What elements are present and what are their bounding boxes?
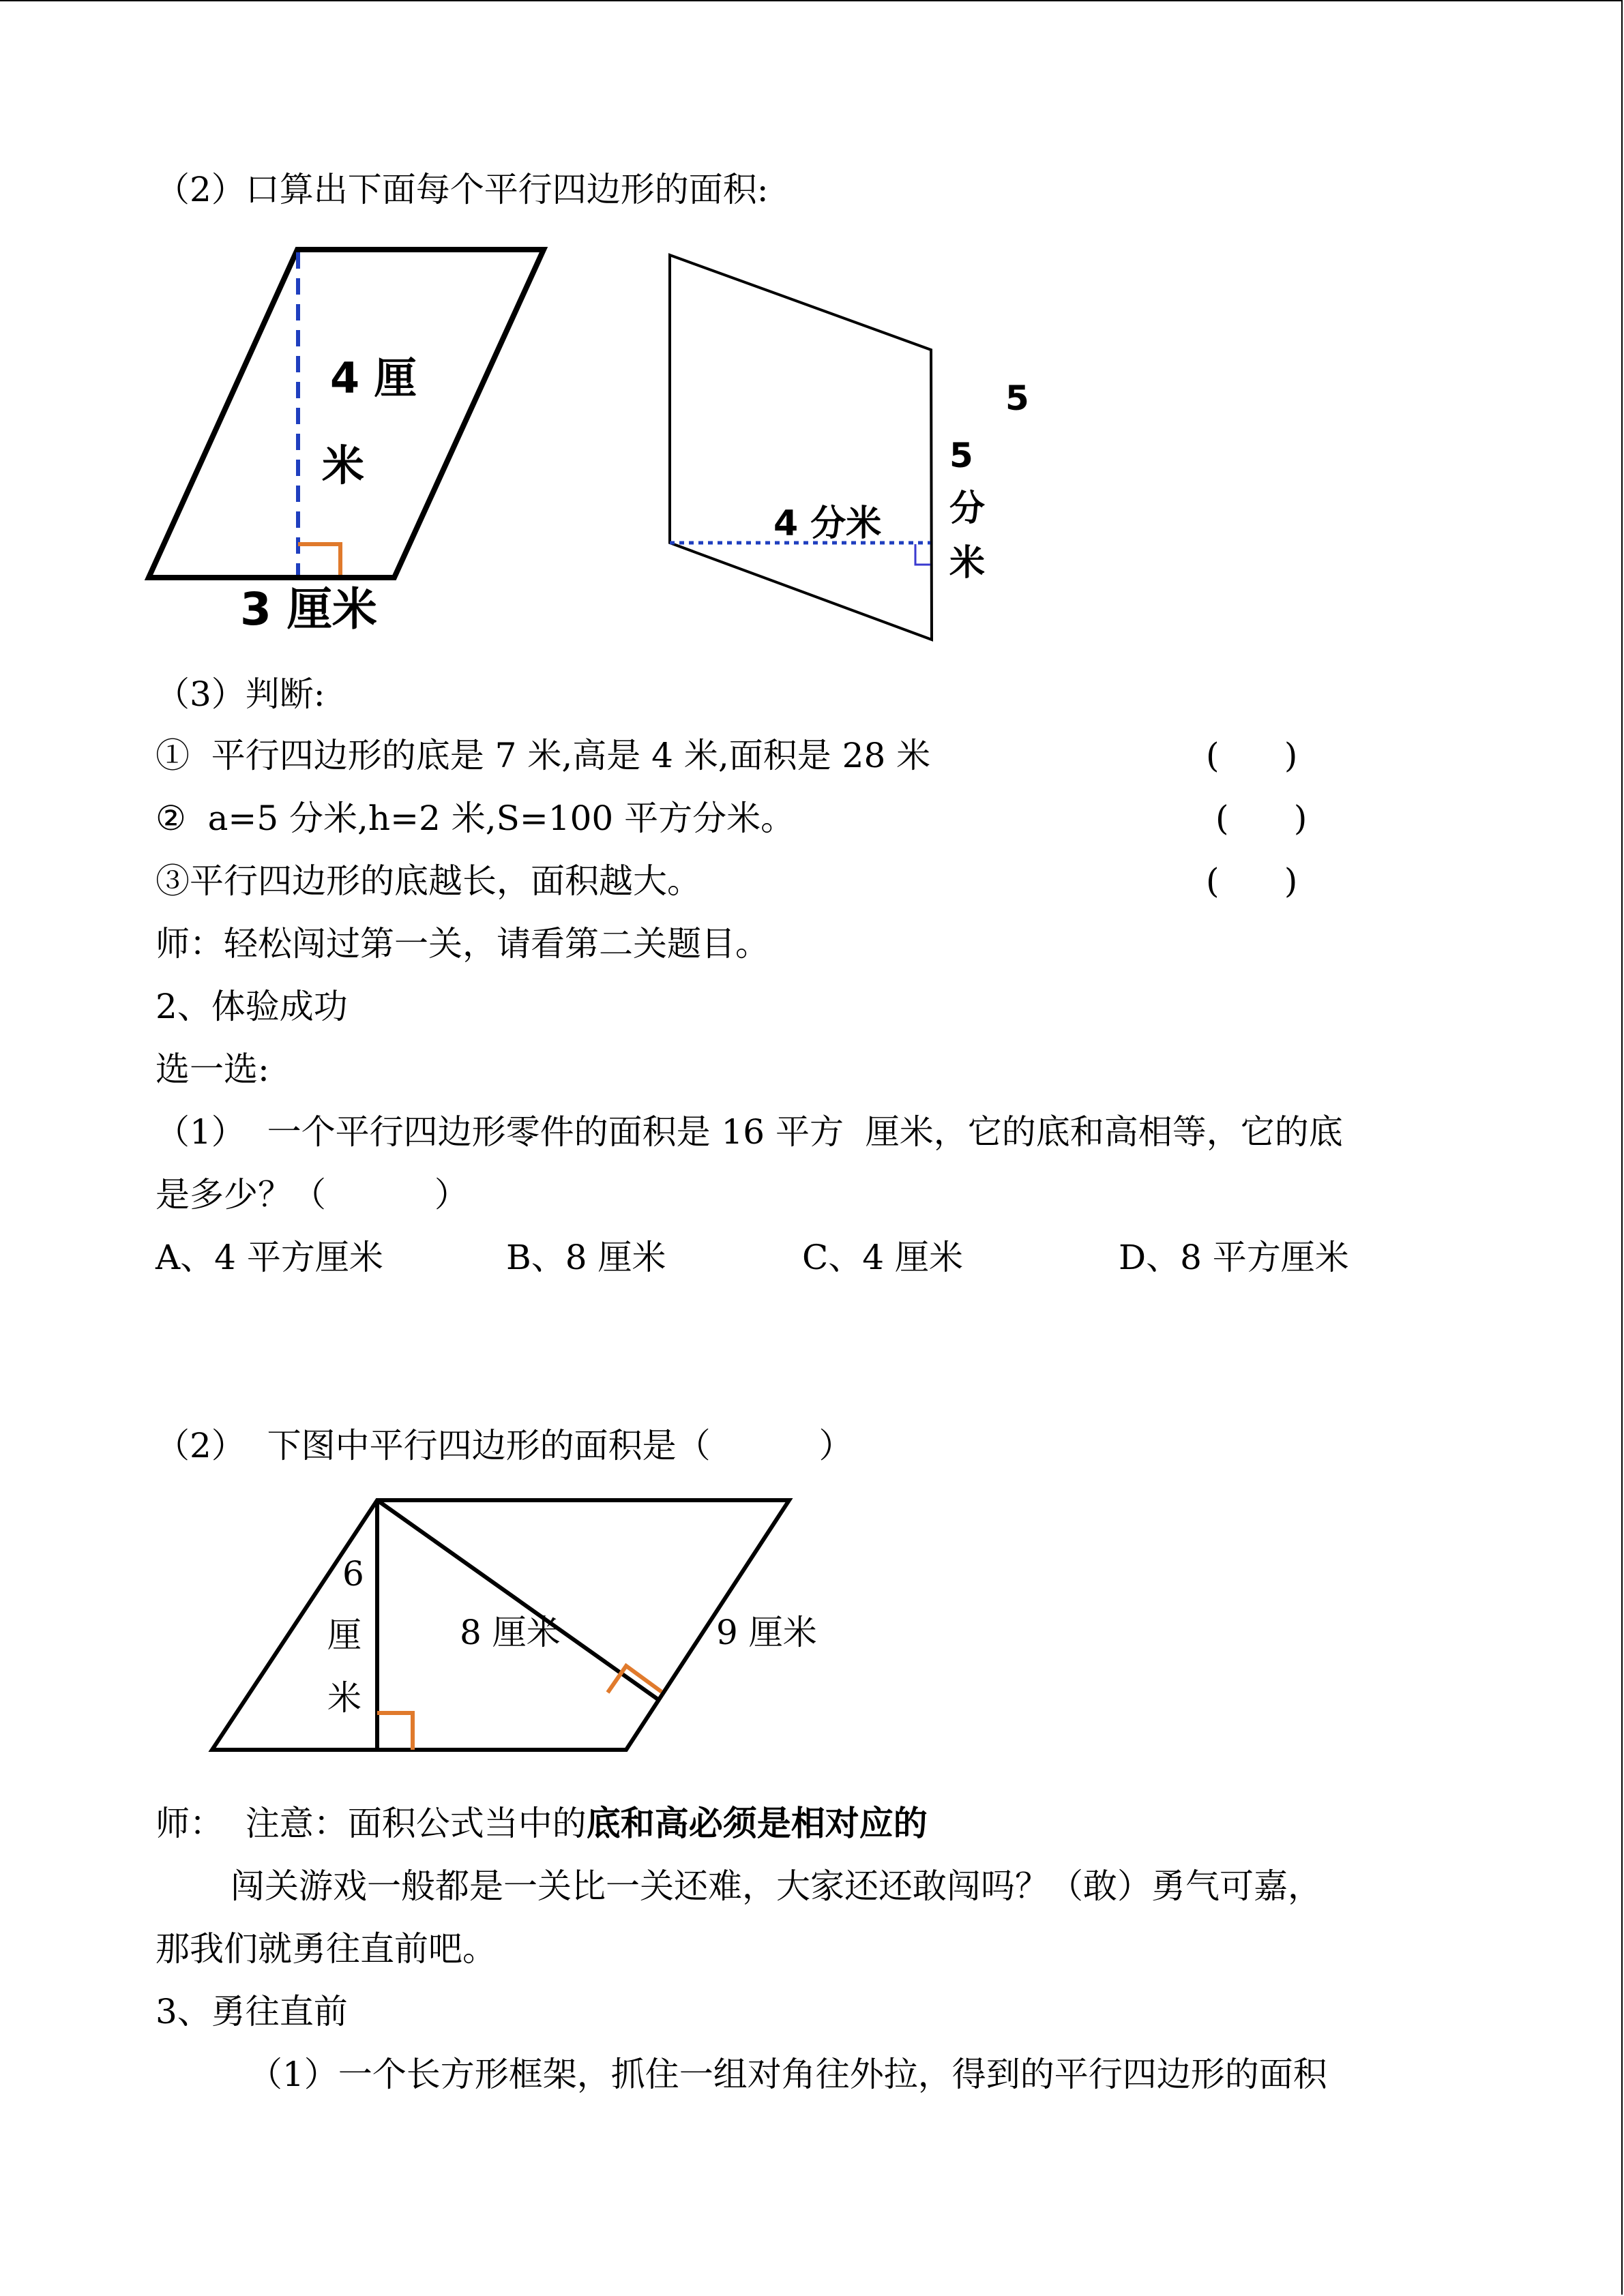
fig2-side-label-l1: 分 bbox=[949, 488, 986, 529]
note-line bbox=[156, 1803, 928, 1844]
fig2-extra-mark: 5 bbox=[1005, 378, 1029, 418]
judgment-1-bracket: ( ) bbox=[1206, 736, 1298, 775]
fig3-diagonal-height-line bbox=[377, 1500, 659, 1700]
paragraph-line-1: 闯关游戏一般都是一关比一关还难，大家还还敢闯吗？（敢）勇气可嘉， bbox=[231, 1866, 1322, 1906]
option-c: C、4 厘米 bbox=[802, 1238, 963, 1277]
fig1-height-label-line1: 4 厘 bbox=[330, 353, 417, 403]
q3-line-1: （1）一个长方形框架，抓住一组对角往外拉，得到的平行四边形的面积 bbox=[248, 2055, 1327, 2094]
option-d: D、8 平方厘米 bbox=[1119, 1238, 1349, 1277]
note-prefix: 师： 注意：面积公式当中的 bbox=[156, 1804, 587, 1843]
fig2-side-label-l2: 米 bbox=[949, 543, 986, 584]
fig3-right-angle-mark-1 bbox=[377, 1713, 413, 1750]
teacher-line-1: 师：轻松闯过第一关，请看第二关题目。 bbox=[156, 924, 769, 964]
section-q2-title: （2）口算出下面每个平行四边形的面积: bbox=[156, 170, 769, 209]
fig3-side-label: 9 厘米 bbox=[716, 1613, 817, 1652]
fig3-left-label-l1: 6 bbox=[342, 1554, 364, 1594]
level2-title: 2、体验成功 bbox=[156, 987, 348, 1026]
option-b: B、8 厘米 bbox=[506, 1238, 666, 1277]
judgment-2-text: ② a=5 分米,h=2 米,S=100 平方分米。 bbox=[156, 799, 795, 838]
choose-title: 选一选: bbox=[156, 1049, 269, 1089]
fig3-left-label-l3: 米 bbox=[327, 1678, 361, 1718]
q1-line-2: 是多少？（ ） bbox=[156, 1175, 469, 1214]
option-a: A、4 平方厘米 bbox=[156, 1238, 383, 1277]
fig3-diagonal-label: 8 厘米 bbox=[460, 1613, 561, 1652]
judgment-3-text: ③平行四边形的底越长，面积越大。 bbox=[156, 861, 701, 901]
section-q3-title: （3）判断: bbox=[156, 674, 325, 714]
judgment-3-bracket: ( ) bbox=[1206, 861, 1298, 901]
fig2-height-label: 4 分米 bbox=[773, 503, 882, 544]
judgment-1-text: ① 平行四边形的底是 7 米,高是 4 米,面积是 28 米 bbox=[156, 736, 931, 775]
q2-title: （2） 下图中平行四边形的面积是（ ） bbox=[156, 1426, 853, 1465]
fig3-left-label-l2: 厘 bbox=[327, 1615, 361, 1655]
q1-line-1: （1） 一个平行四边形零件的面积是 16 平方 厘米，它的底和高相等，它的底 bbox=[156, 1112, 1343, 1152]
paragraph-line-2: 那我们就勇往直前吧。 bbox=[156, 1929, 497, 1969]
fig2-side-label-num: 5 bbox=[949, 436, 973, 475]
fig1-base-label: 3 厘米 bbox=[240, 583, 377, 636]
fig1-height-label-line2: 米 bbox=[322, 441, 365, 490]
level3-title: 3、勇往直前 bbox=[156, 1992, 348, 2031]
judgment-2-bracket: ( ) bbox=[1215, 799, 1308, 838]
note-bold: 底和高必须是相对应的 bbox=[586, 1804, 928, 1843]
